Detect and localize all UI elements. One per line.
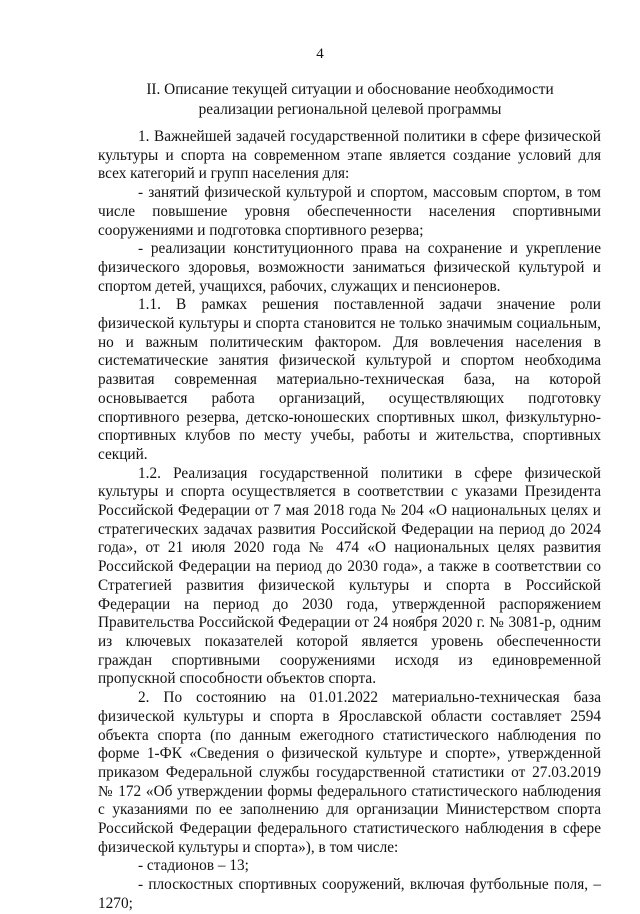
page-number: 4 — [316, 46, 324, 62]
body-text — [98, 128, 601, 914]
list-item-1: - занятий физической культурой и спортом, массовым спортом, в том числе повышение уровня обеспеченности населения спортивными сооружениями и подготовка спортивного резерва; — [98, 184, 601, 239]
paragraph-1-1: 1.1. В рамках решения поставленной задачи значение роли физической культуры и спорта становится не только значимым социальным, но и важным политическим фактором. Для вовлечения населения в систематические занятия физической культурой и спортом необходима развитая современная материально-техническая база, на которой основывается работа организаций, осуществляющих подготовку спортивного резерва, детско-юношеских спортивных школ, физкультурно-спортивных клубов по месту учебы, работы и жительства, спортивных секций. — [98, 296, 601, 463]
section-title-line-2: реализации региональной целевой программы — [198, 101, 502, 118]
paragraph-1: 1. Важнейшей задачей государственной политики в сфере физической культуры и спорта на современном этапе является создание условий для всех категорий и групп населения для: — [98, 128, 601, 183]
paragraph-1-2: 1.2. Реализация государственной политики в сфере физической культуры и спорта осуществляется в соответствии с указами Президента Российской Федерации от 7 мая 2018 года № 204 «О национальных целях и стратегических задачах развития Российской Федерации на период до 2024 года», от 21 июля 2020 года № 474 «О национальных целях развития Российской Федерации на период до 2030 года», а также в соответствии со Стратегией развития физической культуры и спорта в Российской Федерации на период до 2030 года, утвержденной распоряжением Правительства Российской Федерации от 24 ноября 2020 г. № 3081-р, одним из ключевых показателей которой является уровень обеспеченности граждан спортивными сооружениями исходя из единовременной пропускной способности объектов спорта. — [98, 464, 601, 688]
list-item-flat-facilities: - плоскостных спортивных сооружений, включая футбольные поля, – 1270; — [98, 876, 601, 912]
section-title — [100, 80, 600, 120]
section-title-line-1: II. Описание текущей ситуации и обоснование необходимости — [146, 81, 554, 98]
paragraph-2: 2. По состоянию на 01.01.2022 материально-техническая база физической культуры и спорта в Ярославской области составляет 2594 объекта спорта (по данным ежегодного статистического наблюдения по форме 1-ФК «Сведения о физической культуре и спорте», утвержденной приказом Федеральной службы государственной статистики от 27.03.2019 № 172 «Об утверждении формы федерального статистического наблюдения с указаниями по ее заполнению для организации Министерством спорта Российской Федерации федерального статистического наблюдения в сфере физической культуры и спорта»), в том числе: — [98, 689, 601, 856]
list-item-2: - реализации конституционного права на сохранение и укрепление физического здоровья, возможности заниматься физической культурой и спортом детей, учащихся, рабочих, служащих и пенсионеров. — [98, 240, 601, 295]
list-item-stadiums: - стадионов – 13; — [138, 857, 249, 875]
